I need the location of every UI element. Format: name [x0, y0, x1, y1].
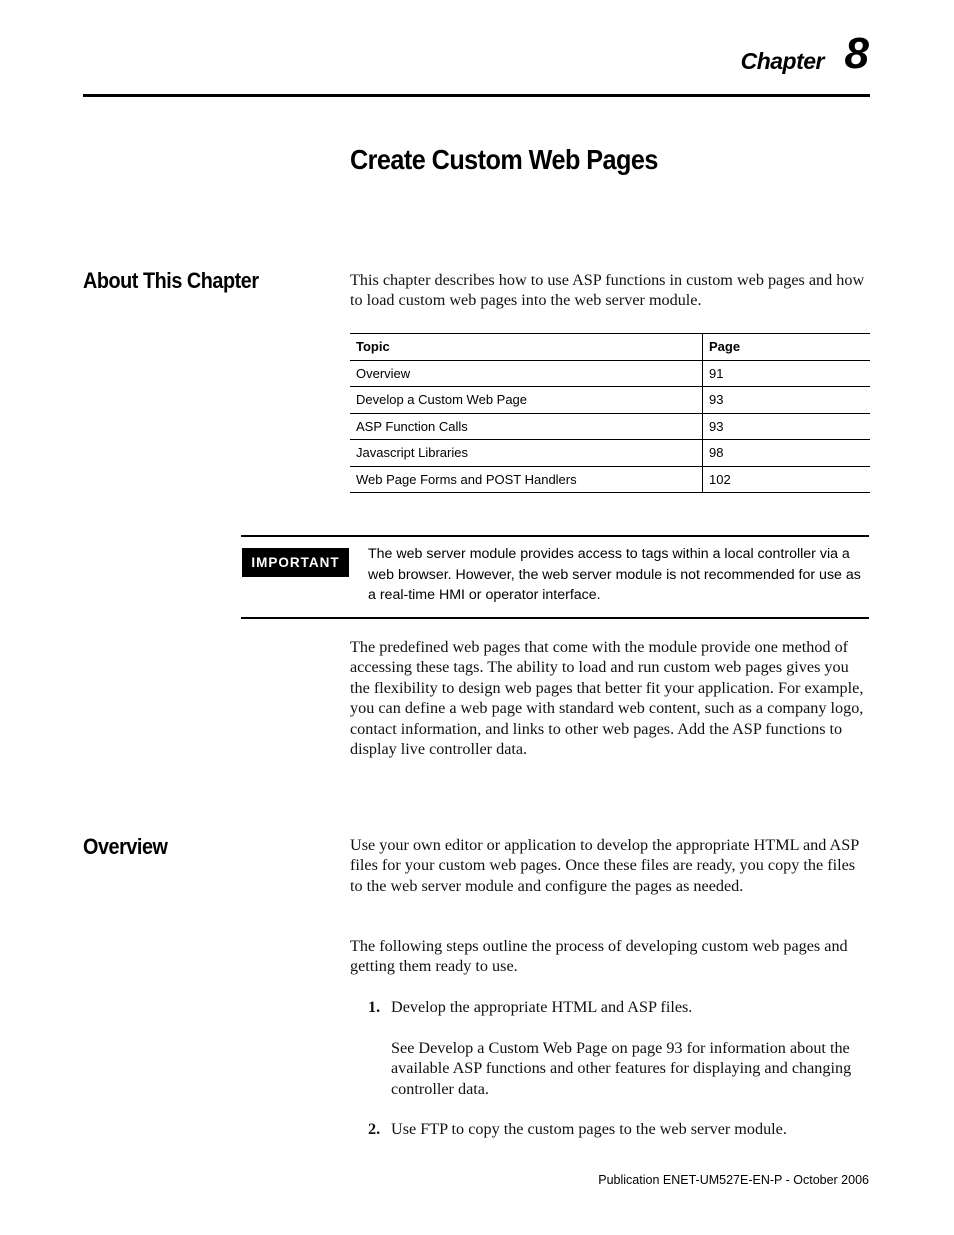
table-cell-page: 91	[703, 360, 871, 387]
important-text: The web server module provides access to tags within a local controller via a web browser. However, the web server module is not recommended for use as a real-time HMI or operator interface.	[368, 546, 861, 603]
page-title: Create Custom Web Pages	[350, 144, 658, 175]
chapter-number: 8	[844, 29, 869, 78]
chapter-label: Chapter	[740, 48, 824, 74]
important-badge: IMPORTANT	[242, 548, 349, 577]
table-cell-topic: Overview	[350, 360, 703, 387]
important-rule-bottom	[241, 617, 869, 619]
table-cell-page: 93	[703, 413, 871, 440]
header-divider	[83, 94, 870, 97]
table-cell-page: 98	[703, 440, 871, 467]
section-heading-overview: Overview	[83, 834, 168, 859]
table-cell-topic: Web Page Forms and POST Handlers	[350, 466, 703, 493]
table-cell-page: 93	[703, 387, 871, 414]
table-cell-topic: Javascript Libraries	[350, 440, 703, 467]
step-text: Use FTP to copy the custom pages to the web server module.	[391, 1120, 787, 1138]
table-row	[350, 466, 870, 493]
step-detail-text: See Develop a Custom Web Page on page 93 for information about the available ASP functions and other features for displaying and changing controller data.	[391, 1039, 852, 1098]
table-header-row	[350, 334, 870, 361]
table-cell-page: 102	[703, 466, 871, 493]
table-cell-topic: ASP Function Calls	[350, 413, 703, 440]
step-text: Develop the appropriate HTML and ASP files.	[391, 998, 693, 1016]
step-number: 1.	[368, 998, 381, 1016]
table-cell-topic: Develop a Custom Web Page	[350, 387, 703, 414]
about-intro: This chapter describes how to use ASP functions in custom web pages and how to load custom web pages into the web server module.	[350, 271, 865, 310]
table-row	[350, 360, 870, 387]
table-row	[350, 440, 870, 467]
step-number: 2.	[368, 1120, 381, 1138]
overview-paragraph-2: The following steps outline the process of developing custom web pages and getting them ready to use.	[350, 937, 848, 976]
important-rule-top	[241, 535, 869, 537]
about-paragraph: The predefined web pages that come with the module provide one method of accessing these tags. The ability to load and run custom web pages gives you the flexibility to design web pages that better fit your application. For example, you can define a web page with standard web content, such as a company logo, contact information, and links to other web pages. Add the ASP functions to display live controller data.	[350, 638, 864, 759]
section-heading-about: About This Chapter	[83, 268, 259, 293]
table-row	[350, 387, 870, 414]
publication-footer: Publication ENET-UM527E-EN-P - October 2006	[598, 1173, 869, 1187]
table-row	[350, 413, 870, 440]
table-header-page: Page	[703, 334, 871, 361]
table-header-topic: Topic	[350, 334, 703, 361]
overview-paragraph-1: Use your own editor or application to develop the appropriate HTML and ASP files for your custom web pages. Once these files are ready, you copy the files to the web server module and configure the pages as needed.	[350, 836, 859, 895]
topic-table	[350, 333, 870, 493]
